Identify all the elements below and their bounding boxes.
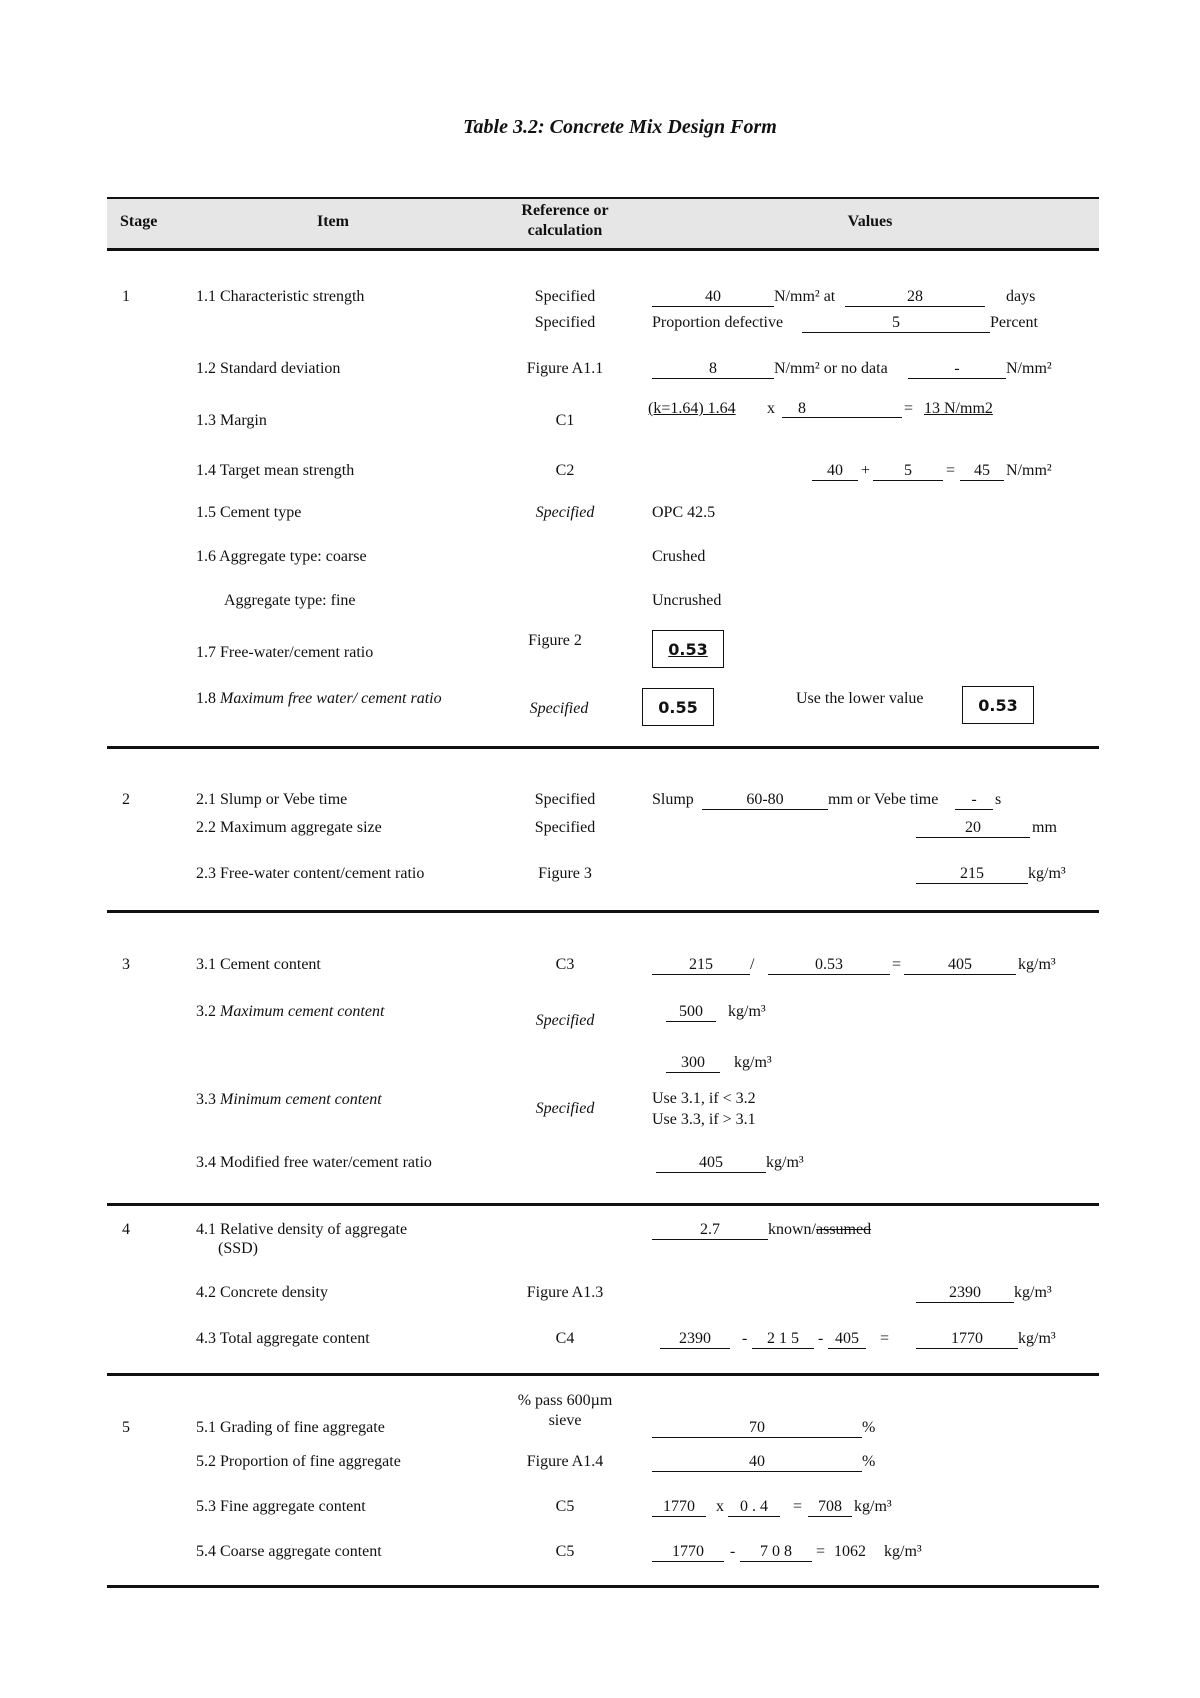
form-title: Table 3.2: Concrete Mix Design Form <box>463 116 777 138</box>
label-5-3-x: x <box>716 1498 724 1515</box>
item-1-2: 1.2 Standard deviation <box>196 360 341 377</box>
value-total-a: 2390 <box>660 1330 730 1349</box>
label-known-assumed <box>768 1221 871 1239</box>
stage-1-rule <box>107 746 1099 749</box>
value-min-cement-content: 300 <box>666 1054 720 1073</box>
value-concrete-density: 2390 <box>916 1284 1014 1303</box>
label-5-4-eq: = <box>816 1543 826 1560</box>
item-1-8-text: Maximum free water/ cement ratio <box>220 690 442 707</box>
value-total-c: 405 <box>828 1330 866 1349</box>
item-4-1: 4.1 Relative density of aggregate <box>196 1221 408 1238</box>
stage-4-rule <box>107 1373 1099 1376</box>
label-4-3-m2: - <box>818 1330 824 1347</box>
item-1-3: 1.3 Margin <box>196 412 267 429</box>
ref-2-2: Specified <box>534 819 596 836</box>
label-slump: Slump <box>652 791 694 808</box>
item-3-1: 3.1 Cement content <box>196 956 321 973</box>
label-3-1-div: / <box>750 956 755 973</box>
header-values: Values <box>847 213 893 230</box>
label-assumed: assumed <box>816 1221 872 1238</box>
label-3-1-eq: = <box>892 956 902 973</box>
value-lower-text: 0.53 <box>978 695 1018 715</box>
value-total-aggregate-content: 1770 <box>916 1330 1018 1349</box>
ref-1-4: C2 <box>555 462 575 479</box>
value-target-b: 5 <box>873 462 943 481</box>
value-cement-type: OPC 42.5 <box>652 504 716 521</box>
value-relative-density: 2.7 <box>652 1221 768 1240</box>
unit-2-3: kg/m³ <box>1028 865 1066 882</box>
item-1-7: 1.7 Free-water/cement ratio <box>196 644 374 661</box>
header-ref-line2: calculation <box>527 222 603 239</box>
item-3-2-prefix: 3.2 <box>196 1003 216 1020</box>
unit-3-4: kg/m³ <box>766 1154 804 1171</box>
unit-2-2: mm <box>1032 819 1057 836</box>
item-5-4: 5.4 Coarse aggregate content <box>196 1543 382 1560</box>
ref-3-3: Specified <box>535 1100 595 1117</box>
item-1-4: 1.4 Target mean strength <box>196 462 355 479</box>
stage-2-rule <box>107 910 1099 913</box>
value-standard-deviation: 8 <box>652 360 774 379</box>
value-modified-ratio: 405 <box>656 1154 766 1173</box>
label-5-3-eq: = <box>793 1498 803 1515</box>
ref-2-1: Specified <box>534 791 596 808</box>
unit-1-4: N/mm² <box>1006 462 1052 479</box>
stage-5-number: 5 <box>122 1419 130 1436</box>
value-max-free-water-ratio <box>642 688 714 726</box>
value-coarse-aggregate-content: 1062 <box>834 1543 866 1560</box>
ref-1-1a: Specified <box>534 288 596 305</box>
stage-1-number: 1 <box>122 288 130 305</box>
label-1-3-x: x <box>767 400 775 417</box>
label-1-3-eq: = <box>904 400 914 417</box>
label-known: known/ <box>768 1221 816 1238</box>
unit-3-3: kg/m³ <box>734 1054 772 1071</box>
label-seconds: s <box>995 791 1002 808</box>
unit-5-3: kg/m³ <box>854 1498 892 1515</box>
item-4-3: 4.3 Total aggregate content <box>196 1330 370 1347</box>
value-characteristic-strength: 40 <box>652 288 774 307</box>
ref-5-4: C5 <box>555 1543 575 1560</box>
unit-1-1: N/mm² at <box>774 288 836 305</box>
unit-5-4: kg/m³ <box>884 1543 922 1560</box>
value-no-data: - <box>908 360 1006 379</box>
ref-4-3: C4 <box>555 1330 575 1347</box>
unit-3-2: kg/m³ <box>728 1003 766 1020</box>
item-1-6: 1.6 Aggregate type: coarse <box>196 548 367 565</box>
item-3-3-text: Minimum cement content <box>220 1091 382 1108</box>
value-coarse-type: Crushed <box>652 548 706 565</box>
header-stage: Stage <box>120 213 158 230</box>
item-4-2: 4.2 Concrete density <box>196 1284 328 1301</box>
item-1-5: 1.5 Cement type <box>196 504 302 521</box>
ref-5-1b: sieve <box>548 1412 582 1429</box>
item-3-4: 3.4 Modified free water/cement ratio <box>196 1154 432 1171</box>
value-grading-fine: 70 <box>652 1419 862 1438</box>
stage-2-number: 2 <box>122 791 130 808</box>
value-max-aggregate-size: 20 <box>916 819 1030 838</box>
table-bottom-rule <box>107 1585 1099 1588</box>
item-2-2: 2.2 Maximum aggregate size <box>196 819 382 836</box>
value-1-7-text: 0.53 <box>668 639 708 659</box>
label-vebe: mm or Vebe time <box>828 791 939 808</box>
value-margin-result: 13 N/mm2 <box>924 400 993 417</box>
value-lower-ratio <box>962 686 1034 724</box>
value-fine-a: 1770 <box>652 1498 706 1517</box>
item-1-6-fine: Aggregate type: fine <box>224 592 356 609</box>
value-k-factor: (k=1.64) 1.64 <box>648 400 736 417</box>
item-2-3: 2.3 Free-water content/cement ratio <box>196 865 425 882</box>
item-3-2 <box>196 1003 384 1021</box>
label-5-4-m: - <box>730 1543 736 1560</box>
label-1-2-mid: N/mm² or no data <box>774 360 888 377</box>
item-5-3: 5.3 Fine aggregate content <box>196 1498 366 1515</box>
ref-1-1b: Specified <box>534 314 596 331</box>
unit-1-2: N/mm² <box>1006 360 1052 377</box>
ref-2-3: Figure 3 <box>538 865 592 882</box>
item-2-1: 2.1 Slump or Vebe time <box>196 791 348 808</box>
header-item: Item <box>317 213 349 230</box>
value-cement-b: 0.53 <box>768 956 890 975</box>
ref-1-5: Specified <box>535 504 595 521</box>
unit-3-1: kg/m³ <box>1018 956 1056 973</box>
ref-1-7: Figure 2 <box>528 632 582 649</box>
ref-5-1a: % pass 600µm <box>517 1392 613 1409</box>
ref-3-2: Specified <box>535 1012 595 1029</box>
ref-4-2: Figure A1.3 <box>526 1284 604 1301</box>
value-proportion-defective: 5 <box>802 314 990 333</box>
value-1-8-text: 0.55 <box>658 697 698 717</box>
ref-5-2: Figure A1.4 <box>526 1453 604 1470</box>
note-use-3-1: Use 3.1, if < 3.2 <box>652 1090 756 1107</box>
value-vebe: - <box>955 791 993 810</box>
ref-5-3: C5 <box>555 1498 575 1515</box>
label-1-4-eq: = <box>946 462 956 479</box>
value-total-b: 2 1 5 <box>752 1330 814 1349</box>
ref-1-2: Figure A1.1 <box>526 360 604 377</box>
value-cement-a: 215 <box>652 956 750 975</box>
value-proportion-fine: 40 <box>652 1453 862 1472</box>
value-target-a: 40 <box>812 462 858 481</box>
value-days: 28 <box>845 288 985 307</box>
value-fine-aggregate-content: 708 <box>808 1498 852 1517</box>
header-ref-line1: Reference or <box>521 202 609 219</box>
value-coarse-b: 7 0 8 <box>740 1543 812 1562</box>
item-5-1: 5.1 Grading of fine aggregate <box>196 1419 385 1436</box>
label-use-lower-value: Use the lower value <box>796 690 924 707</box>
table-header-rule <box>107 248 1099 251</box>
item-1-8 <box>196 690 442 708</box>
unit-4-2: kg/m³ <box>1014 1284 1052 1301</box>
label-4-3-m1: - <box>742 1330 748 1347</box>
label-4-3-eq: = <box>880 1330 890 1347</box>
value-target-mean-strength: 45 <box>960 462 1004 481</box>
value-max-cement-content: 500 <box>666 1003 716 1022</box>
item-1-8-prefix: 1.8 <box>196 690 216 707</box>
stage-4-number: 4 <box>122 1221 130 1238</box>
ref-3-1: C3 <box>555 956 575 973</box>
item-3-2-text: Maximum cement content <box>220 1003 385 1020</box>
item-3-3-prefix: 3.3 <box>196 1091 216 1108</box>
value-free-water-cement-ratio <box>652 630 724 668</box>
value-fine-b: 0 . 4 <box>728 1498 780 1517</box>
unit-5-1: % <box>862 1419 876 1436</box>
ref-1-3: C1 <box>555 412 575 429</box>
note-use-3-3: Use 3.3, if > 3.1 <box>652 1111 756 1128</box>
value-margin-sd: 8 <box>782 400 902 418</box>
item-4-1-ssd: (SSD) <box>218 1240 259 1257</box>
unit-4-3: kg/m³ <box>1018 1330 1056 1347</box>
value-fine-type: Uncrushed <box>652 592 722 609</box>
value-cement-content: 405 <box>904 956 1016 975</box>
label-1-4-plus: + <box>861 462 871 479</box>
value-slump: 60-80 <box>702 791 828 810</box>
label-days: days <box>1006 288 1036 305</box>
item-1-1: 1.1 Characteristic strength <box>196 288 365 305</box>
ref-1-8: Specified <box>529 700 589 717</box>
value-coarse-a: 1770 <box>652 1543 724 1562</box>
value-free-water-content: 215 <box>916 865 1028 884</box>
unit-5-2: % <box>862 1453 876 1470</box>
label-percent: Percent <box>990 314 1038 331</box>
label-proportion-defective: Proportion defective <box>652 314 784 331</box>
item-5-2: 5.2 Proportion of fine aggregate <box>196 1453 401 1470</box>
stage-3-number: 3 <box>122 956 130 973</box>
stage-3-rule <box>107 1203 1099 1206</box>
item-3-3 <box>196 1091 382 1109</box>
